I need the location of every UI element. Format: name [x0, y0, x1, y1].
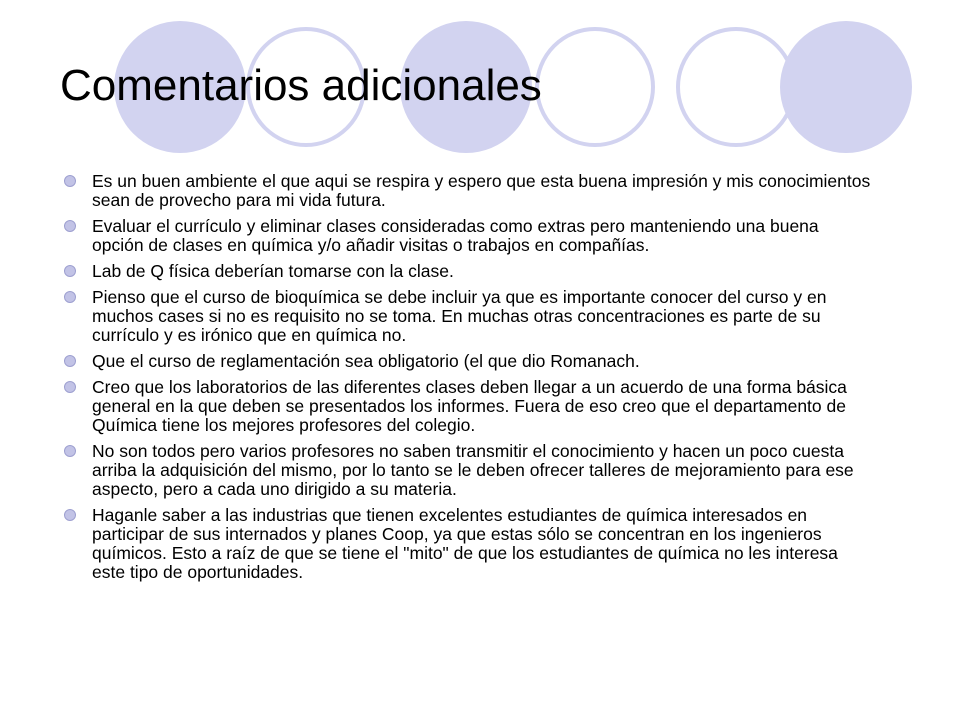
- bullet-icon: [64, 291, 76, 303]
- bullet-item: [64, 172, 874, 210]
- bullet-item: [64, 262, 874, 281]
- deco-circle-outline: [537, 29, 653, 145]
- bullet-text: Lab de Q física deberían tomarse con la clase.: [92, 261, 454, 281]
- bullet-item: [64, 506, 874, 582]
- bullet-icon: [64, 355, 76, 367]
- bullet-text: Creo que los laboratorios de las diferentes clases deben llegar a un acuerdo de una forma básica general en la que deben se presentados los informes. Fuera de eso creo que el departamento de Química tiene los mejores profesores del colegio.: [92, 377, 847, 435]
- bullet-icon: [64, 175, 76, 187]
- deco-circle-filled: [780, 21, 912, 153]
- bullet-text: Evaluar el currículo y eliminar clases consideradas como extras pero manteniendo una buena opción de clases en química y/o añadir visitas o trabajos en compañías.: [92, 216, 819, 255]
- deco-circle-outline: [678, 29, 794, 145]
- bullet-icon: [64, 381, 76, 393]
- bullet-item: [64, 288, 874, 345]
- bullet-icon: [64, 509, 76, 521]
- bullet-text: Es un buen ambiente el que aqui se respira y espero que esta buena impresión y mis conocimientos sean de provecho para mi vida futura.: [92, 171, 871, 210]
- bullet-text: Haganle saber a las industrias que tienen excelentes estudiantes de química interesados en participar de sus internados y planes Coop, ya que estas sólo se concentran en los ingenieros químicos. Esto a raíz de que se tiene el "mito" de que los estudiantes de química no les interesa este tipo de oportunidades.: [92, 505, 838, 582]
- bullet-item: [64, 442, 874, 499]
- bullet-icon: [64, 265, 76, 277]
- bullet-text: Que el curso de reglamentación sea obligatorio (el que dio Romanach.: [92, 351, 640, 371]
- bullet-item: [64, 217, 874, 255]
- bullet-item: [64, 352, 874, 371]
- bullet-icon: [64, 220, 76, 232]
- bullet-text: No son todos pero varios profesores no saben transmitir el conocimiento y hacen un poco cuesta arriba la adquisición del mismo, por lo tanto se le deben ofrecer talleres de mejoramiento para ese aspecto, pero a cada uno dirigido a su materia.: [92, 441, 854, 499]
- bullet-item: [64, 378, 874, 435]
- bullet-text: Pienso que el curso de bioquímica se debe incluir ya que es importante conocer del curso y en muchos cases si no es requisito no se toma. En muchas otras concentraciones es parte de su currículo y es irónico que en química no.: [92, 287, 827, 345]
- bullet-list: [64, 172, 874, 589]
- bullet-icon: [64, 445, 76, 457]
- slide-title: Comentarios adicionales: [60, 61, 542, 110]
